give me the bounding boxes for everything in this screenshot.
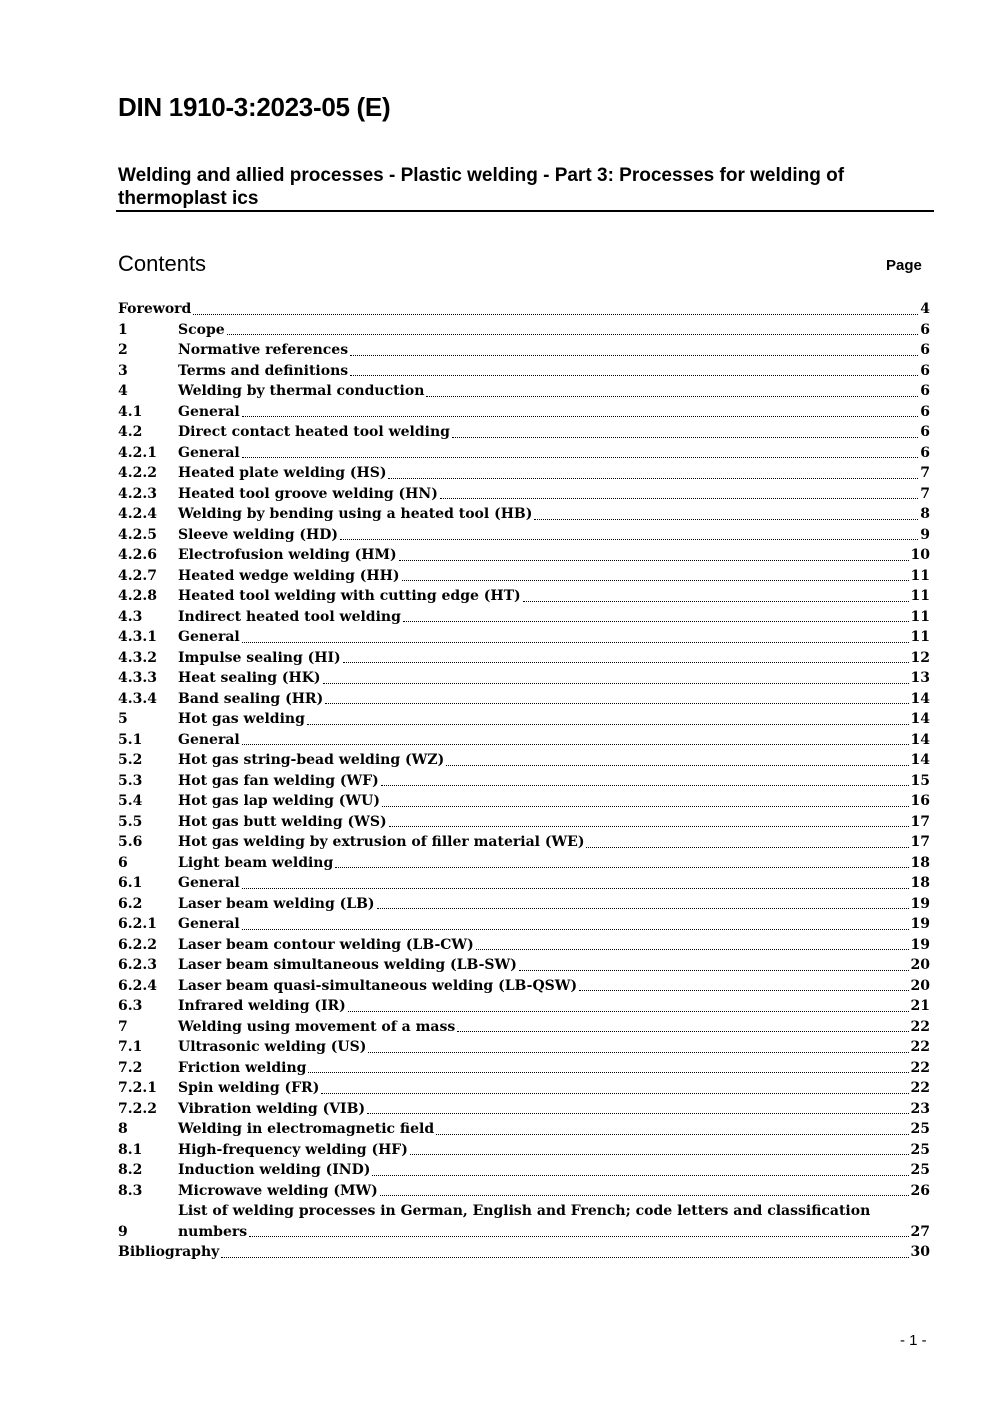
toc-leader-dots: [452, 437, 918, 438]
toc-leader-dots: [436, 1134, 908, 1135]
toc-entry-page: 19: [910, 916, 930, 932]
toc-leader-dots: [221, 1257, 908, 1258]
toc-entry-page: 6: [920, 342, 930, 358]
toc-leader-dots: [380, 1195, 909, 1196]
toc-entry-title: General: [178, 444, 240, 461]
toc-leader-dots: [381, 785, 909, 786]
toc-entry-title: General: [178, 875, 240, 891]
toc-entry-title-line1: List of welding processes in German, English and French; code letters and classification: [178, 1203, 871, 1219]
toc-leader-dots: [308, 1072, 908, 1073]
toc-entry-number: 7.2.2: [118, 1100, 157, 1117]
toc-entry-page: 15: [910, 772, 930, 789]
toc-entry[interactable]: [118, 1099, 930, 1120]
toc-entry[interactable]: [118, 750, 930, 771]
toc-entry-number: 6.2.1: [118, 916, 157, 932]
toc-entry-title: Hot gas butt welding (WS): [178, 813, 387, 830]
toc-entry-title: General: [178, 629, 240, 645]
toc-entry-page: 11: [910, 608, 930, 625]
toc-entry-page: 12: [910, 649, 930, 666]
toc-entry-number: 4.3.3: [118, 670, 157, 686]
toc-entry-number: 2: [118, 342, 128, 358]
toc-entry-page: 25: [910, 1162, 930, 1178]
toc-entry[interactable]: [118, 1160, 930, 1181]
toc-leader-dots: [534, 519, 918, 520]
toc-leader-dots: [457, 1031, 908, 1032]
toc-leader-dots: [440, 498, 918, 499]
toc-entry-title: Heated tool groove welding (HN): [178, 485, 438, 502]
toc-leader-dots: [227, 334, 919, 335]
toc-leader-dots: [403, 621, 909, 622]
toc-entry[interactable]: [118, 935, 930, 956]
toc-entry-number: 4.3.1: [118, 629, 157, 645]
toc-entry[interactable]: [118, 422, 930, 443]
toc-entry-number: 4.2.4: [118, 506, 157, 522]
toc-entry-page: 22: [910, 1080, 930, 1096]
toc-entry-number: 4.2.6: [118, 547, 157, 563]
toc-entry-title: Induction welding (IND): [178, 1162, 371, 1178]
toc-entry-page: 17: [910, 813, 930, 830]
toc-entry[interactable]: [118, 668, 930, 689]
toc-entry-number: 4.2.8: [118, 588, 157, 604]
toc-entry-number: 7.1: [118, 1039, 143, 1055]
toc-entry[interactable]: [118, 381, 930, 402]
toc-entry[interactable]: [118, 1037, 930, 1058]
toc-entry[interactable]: [118, 812, 930, 833]
toc-leader-dots: [249, 1236, 908, 1237]
document-id: DIN 1910-3:2023-05 (E): [118, 92, 391, 122]
toc-entry-number: 4.2.3: [118, 485, 157, 502]
toc-entry-title: Bibliography: [118, 1244, 220, 1260]
toc-entry-page: 16: [910, 793, 930, 809]
toc-entry-page: 8: [920, 506, 930, 522]
toc-entry[interactable]: [118, 463, 930, 484]
toc-entry-number: 1: [118, 321, 128, 338]
toc-leader-dots: [335, 867, 908, 868]
toc-leader-dots: [586, 847, 908, 848]
toc-leader-dots: [193, 314, 918, 315]
toc-entry-page: 14: [910, 752, 930, 768]
toc-entry-page: 11: [910, 567, 930, 584]
toc-entry-title: Indirect heated tool welding: [178, 608, 401, 625]
toc-entry-number: 5.5: [118, 813, 143, 830]
toc-entry-title: Direct contact heated tool welding: [178, 424, 450, 440]
toc-entry-page: 6: [920, 362, 930, 379]
toc-leader-dots: [519, 970, 909, 971]
toc-entry-title: Impulse sealing (HI): [178, 649, 341, 666]
toc-entry[interactable]: [118, 873, 930, 894]
toc-entry-number: 5.6: [118, 834, 143, 850]
toc-leader-dots: [446, 765, 908, 766]
toc-entry-title: Electrofusion welding (HM): [178, 547, 397, 563]
toc-leader-dots: [323, 683, 909, 684]
toc-entry[interactable]: [118, 771, 930, 792]
toc-entry-title: Hot gas welding: [178, 711, 305, 727]
table-of-contents: [118, 299, 930, 1263]
toc-entry[interactable]: [118, 1181, 930, 1202]
toc-entry-number: 4.2.1: [118, 444, 157, 461]
toc-entry[interactable]: [118, 340, 930, 361]
toc-entry[interactable]: [118, 689, 930, 710]
toc-leader-dots: [307, 724, 909, 725]
toc-entry[interactable]: [118, 586, 930, 607]
toc-entry-number: 4.3.2: [118, 649, 157, 666]
toc-entry-title: General: [178, 403, 240, 420]
toc-entry[interactable]: [118, 976, 930, 997]
toc-entry[interactable]: [118, 914, 930, 935]
toc-entry-number: 4.2.5: [118, 526, 157, 543]
toc-entry-page: 14: [910, 690, 930, 707]
toc-entry-number: 6: [118, 854, 128, 871]
toc-entry-page: 19: [910, 936, 930, 953]
toc-entry-number: 6.3: [118, 998, 143, 1014]
toc-entry-number: 8.2: [118, 1162, 143, 1178]
toc-entry-page: 14: [910, 731, 930, 748]
toc-entry[interactable]: [118, 299, 930, 320]
toc-entry-title: Normative references: [178, 342, 349, 358]
toc-entry-number: 8.3: [118, 1182, 143, 1199]
toc-entry-title: Vibration welding (VIB): [178, 1100, 366, 1117]
toc-entry-page: 7: [920, 485, 930, 502]
toc-leader-dots: [242, 744, 909, 745]
toc-leader-dots: [382, 806, 909, 807]
toc-entry-page: 6: [920, 383, 930, 399]
toc-entry[interactable]: [118, 566, 930, 587]
toc-leader-dots: [402, 580, 909, 581]
toc-list: [118, 299, 930, 1201]
page-number-footer: - 1 -: [900, 1332, 927, 1349]
toc-entry-number: 4.1: [118, 403, 143, 420]
toc-entry[interactable]: [118, 791, 930, 812]
toc-entry-number: 8: [118, 1121, 128, 1137]
toc-entry-page: 25: [910, 1141, 930, 1158]
toc-leader-dots: [476, 949, 909, 950]
toc-entry[interactable]: [118, 525, 930, 546]
toc-entry[interactable]: [118, 545, 930, 566]
toc-entry-title: Microwave welding (MW): [178, 1182, 378, 1199]
toc-entry-number: 4.3: [118, 608, 143, 625]
toc-entry-page: 21: [910, 998, 930, 1014]
toc-leader-dots: [367, 1113, 908, 1114]
toc-entry-title: Light beam welding: [178, 854, 334, 871]
toc-entry[interactable]: [118, 1058, 930, 1079]
toc-leader-dots: [350, 355, 918, 356]
toc-entry-page: 22: [910, 1039, 930, 1055]
toc-entry-number: 7: [118, 1018, 128, 1035]
toc-entry[interactable]: [118, 1017, 930, 1038]
toc-entry-title: Hot gas string-bead welding (WZ): [178, 752, 445, 768]
toc-entry-title: Welding in electromagnetic field: [178, 1121, 435, 1137]
toc-entry-page: 4: [920, 301, 930, 317]
toc-entry[interactable]: [118, 607, 930, 628]
toc-entry-page: 6: [920, 424, 930, 440]
toc-entry[interactable]: [118, 320, 930, 341]
toc-entry-number: 8.1: [118, 1141, 143, 1158]
toc-leader-dots: [372, 1175, 908, 1176]
toc-entry-number: 5.2: [118, 752, 143, 768]
title-divider: [116, 210, 934, 212]
toc-entry-wrapped-title: [178, 1201, 930, 1242]
toc-entry-page: 10: [910, 547, 930, 563]
toc-entry-title: Laser beam contour welding (LB-CW): [178, 936, 474, 953]
toc-entry-number: 5.3: [118, 772, 143, 789]
toc-leader-dots: [242, 416, 919, 417]
toc-entry-number: 6.1: [118, 875, 143, 891]
toc-entry-title: Foreword: [118, 301, 192, 317]
toc-entry-title-line2: numbers: [178, 1223, 248, 1240]
toc-leader-dots: [399, 560, 909, 561]
toc-entry-title: General: [178, 916, 240, 932]
toc-entry-title-line2-row: [178, 1222, 930, 1243]
toc-entry[interactable]: [118, 627, 930, 648]
toc-entry[interactable]: [118, 402, 930, 423]
toc-entry-number: 5.1: [118, 731, 143, 748]
toc-entry[interactable]: [118, 648, 930, 669]
toc-entry-number: 4.2.7: [118, 567, 157, 584]
toc-entry[interactable]: [118, 996, 930, 1017]
toc-entry-title: Infrared welding (IR): [178, 998, 346, 1014]
toc-entry-page: 6: [920, 321, 930, 338]
toc-leader-dots: [426, 396, 918, 397]
toc-entry-9[interactable]: [118, 1201, 930, 1242]
toc-entry-number: 5: [118, 711, 128, 727]
toc-leader-dots: [348, 1011, 909, 1012]
toc-entry-number: 4.3.4: [118, 690, 157, 707]
toc-entry[interactable]: [118, 1140, 930, 1161]
toc-entry[interactable]: [118, 1078, 930, 1099]
toc-entry-title: Heated wedge welding (HH): [178, 567, 400, 584]
toc-entry-page: 17: [910, 834, 930, 850]
page-column-label: Page: [886, 257, 922, 274]
toc-entry[interactable]: [118, 832, 930, 853]
toc-entry-page: 11: [910, 588, 930, 604]
toc-entry-title: Welding by thermal conduction: [178, 383, 425, 399]
toc-leader-dots: [368, 1052, 908, 1053]
toc-entry[interactable]: [118, 1119, 930, 1140]
contents-heading: Contents: [118, 251, 207, 276]
toc-entry-page: 22: [910, 1059, 930, 1076]
toc-entry-page: 14: [910, 711, 930, 727]
toc-entry-title: Hot gas lap welding (WU): [178, 793, 380, 809]
toc-leader-dots: [523, 601, 909, 602]
toc-leader-dots: [242, 888, 909, 889]
toc-entry-bibliography[interactable]: [118, 1242, 930, 1263]
toc-leader-dots: [242, 642, 909, 643]
toc-entry[interactable]: [118, 955, 930, 976]
toc-entry-page: 19: [910, 895, 930, 912]
toc-entry-number: 7.2: [118, 1059, 143, 1076]
toc-entry-page: 30: [910, 1244, 930, 1260]
toc-entry-page: 23: [910, 1100, 930, 1117]
toc-entry-page: 7: [920, 465, 930, 481]
toc-entry-page: 20: [910, 977, 930, 994]
toc-entry-title: Friction welding: [178, 1059, 307, 1076]
toc-entry-page: 22: [910, 1018, 930, 1035]
toc-entry-page: 26: [910, 1182, 930, 1199]
toc-entry-page: 20: [910, 957, 930, 973]
toc-leader-dots: [343, 662, 909, 663]
toc-entry[interactable]: [118, 730, 930, 751]
toc-entry-number: 6.2: [118, 895, 143, 912]
toc-entry-page: 11: [910, 629, 930, 645]
toc-leader-dots: [340, 539, 918, 540]
toc-leader-dots: [389, 826, 909, 827]
toc-leader-dots: [410, 1154, 909, 1155]
toc-entry[interactable]: [118, 504, 930, 525]
toc-entry-number: 5.4: [118, 793, 143, 809]
toc-entry[interactable]: [118, 853, 930, 874]
toc-entry-page: 25: [910, 1121, 930, 1137]
toc-entry-number: 6.2.4: [118, 977, 157, 994]
toc-entry-title: Welding using movement of a mass: [178, 1018, 456, 1035]
toc-entry[interactable]: [118, 443, 930, 464]
toc-entry-number: 6.2.3: [118, 957, 157, 973]
toc-entry-title: High-frequency welding (HF): [178, 1141, 408, 1158]
toc-entry-number: 9: [118, 1223, 128, 1240]
toc-entry-number: 4: [118, 383, 128, 399]
toc-leader-dots: [325, 703, 908, 704]
toc-entry-page: 9: [920, 526, 930, 543]
toc-entry[interactable]: [118, 709, 930, 730]
document-title: Welding and allied processes - Plastic welding - Part 3: Processes for welding of thermoplast ics: [118, 165, 845, 209]
toc-entry-title: General: [178, 731, 240, 748]
toc-entry-number: 6.2.2: [118, 936, 157, 953]
toc-entry-title: Hot gas welding by extrusion of filler material (WE): [178, 834, 585, 850]
toc-leader-dots: [350, 375, 918, 376]
toc-entry-title: Terms and definitions: [178, 362, 349, 379]
toc-entry-title: Welding by bending using a heated tool (HB): [178, 506, 533, 522]
toc-entry[interactable]: [118, 894, 930, 915]
toc-entry[interactable]: [118, 361, 930, 382]
toc-entry-title: Heated plate welding (HS): [178, 465, 387, 481]
toc-entry-page: 13: [910, 670, 930, 686]
toc-leader-dots: [388, 478, 918, 479]
toc-leader-dots: [242, 457, 919, 458]
toc-leader-dots: [321, 1093, 908, 1094]
toc-entry-number: 3: [118, 362, 128, 379]
toc-entry-title: Band sealing (HR): [178, 690, 324, 707]
toc-leader-dots: [242, 929, 909, 930]
toc-entry-title: Heat sealing (HK): [178, 670, 321, 686]
toc-entry-title: Heated tool welding with cutting edge (HT): [178, 588, 521, 604]
toc-entry-page: 6: [920, 444, 930, 461]
toc-entry-title: Laser beam welding (LB): [178, 895, 375, 912]
toc-entry-number: 4.2: [118, 424, 143, 440]
toc-entry-page: 27: [910, 1223, 930, 1240]
toc-entry-title: Spin welding (FR): [178, 1080, 320, 1096]
toc-entry-number: 7.2.1: [118, 1080, 157, 1096]
toc-entry-page: 18: [910, 875, 930, 891]
toc-entry-title: Ultrasonic welding (US): [178, 1039, 367, 1055]
toc-leader-dots: [377, 908, 909, 909]
toc-entry[interactable]: [118, 484, 930, 505]
toc-entry-title: Hot gas fan welding (WF): [178, 772, 379, 789]
toc-entry-page: 6: [920, 403, 930, 420]
toc-entry-title: Laser beam quasi-simultaneous welding (LB-QSW): [178, 977, 578, 994]
toc-entry-title: Laser beam simultaneous welding (LB-SW): [178, 957, 517, 973]
toc-leader-dots: [579, 990, 908, 991]
toc-entry-title: Scope: [178, 321, 225, 338]
toc-entry-page: 18: [910, 854, 930, 871]
toc-entry-title: Sleeve welding (HD): [178, 526, 339, 543]
toc-entry-number: 4.2.2: [118, 465, 157, 481]
